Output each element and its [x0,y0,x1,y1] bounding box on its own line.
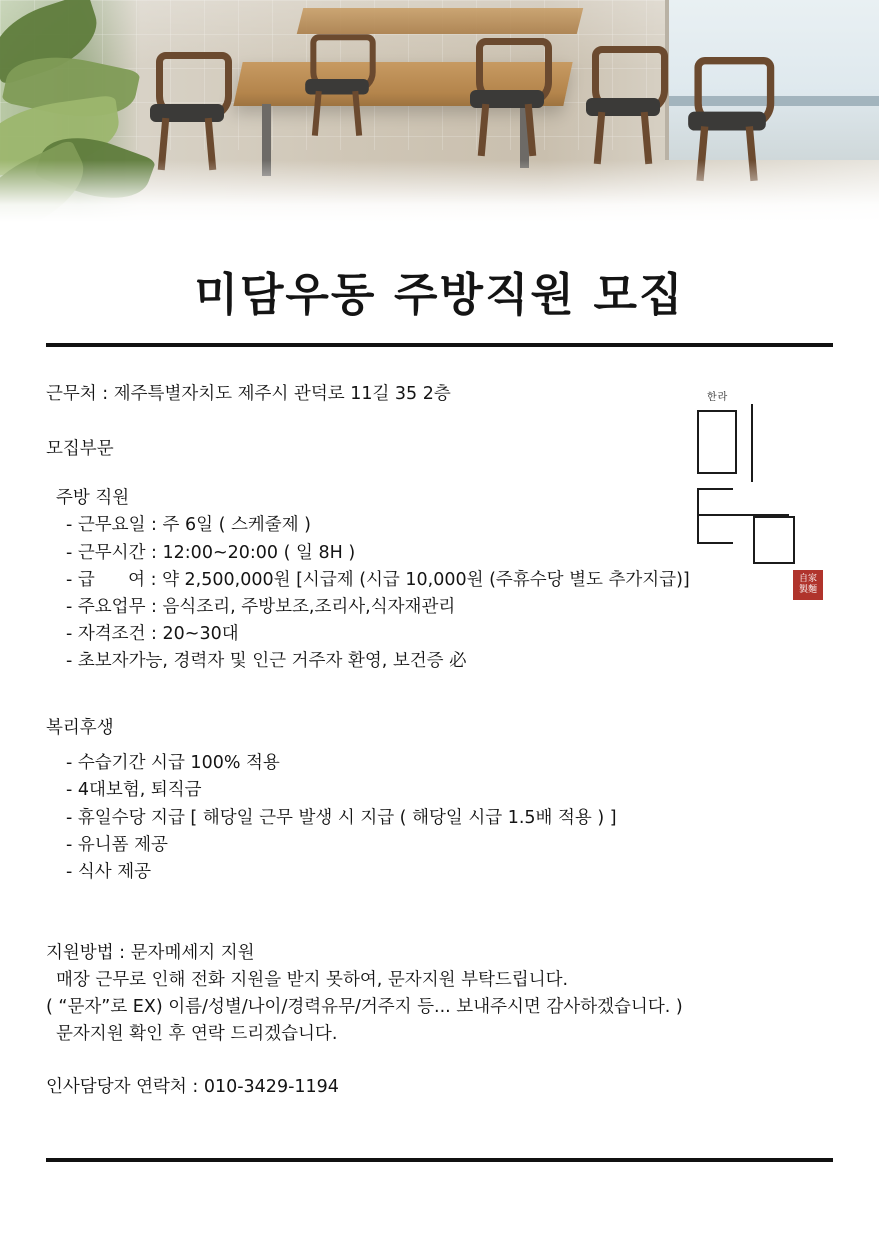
apply-line: 문자지원 확인 후 연락 드리겠습니다. [56,1024,338,1045]
divider-top [46,343,833,347]
apply-heading: 지원방법 : 문자메세지 지원 [46,942,255,963]
spacer [46,926,833,940]
logo-glyph-mi-stem [751,404,753,482]
spacer [46,675,833,715]
logo-glyph-mi-box [697,410,737,474]
page-title: 미담우동 주방직원 모집 [194,268,685,321]
benefits-item: - 4대보험, 퇴직금 [66,780,202,801]
chair [470,38,544,156]
benefits-heading: 복리후생 [46,718,114,739]
position-item: - 초보자가능, 경력자 및 인근 거주자 환영, 보건증 必 [66,651,467,671]
far-table [297,8,583,34]
logo-glyph-m-box [753,516,795,564]
benefits-item: - 휴일수당 지급 [ 해당일 근무 발생 시 지급 ( 해당일 시급 1.5배 적용 ) ] [66,807,617,828]
logo-glyph-da [697,488,733,544]
contact-line: 인사담당자 연락처 : 010-3429-1194 [46,1077,339,1098]
benefits-item: - 유니폼 제공 [66,834,168,855]
spacer [46,1048,833,1074]
divider-bottom [46,1158,833,1162]
position-item: - 주요업무 : 음식조리, 주방보조,조리사,식자재관리 [66,596,456,617]
chair [305,34,369,135]
stamp-line-2: 製麵 [798,585,817,595]
position-item: - 급 여 : 약 2,500,000원 [시급제 (시급 10,000원 (주휴수당 별도 추가지급)] [66,569,690,590]
hero-photo [0,0,879,222]
chair [586,46,660,164]
logo-stamp [793,570,823,600]
position-item: - 근무시간 : 12:00~20:00 ( 일 8H ) [66,542,356,563]
recruit-heading: 모집부문 [46,439,114,460]
logo-top-label: 한라 [707,392,729,403]
position-item: - 근무요일 : 주 6일 ( 스케줄제 ) [66,515,311,536]
chair [150,52,224,170]
benefits-item: - 수습기간 시급 100% 적용 [66,753,280,774]
spacer [46,886,833,926]
position-name: 주방 직원 [56,488,130,509]
photo-fade-overlay [0,160,879,222]
benefits-item: - 식사 제공 [66,861,152,882]
apply-line: ( “문자”로 EX) 이름/성별/나이/경력유무/거주지 등... 보내주시면 감사하겠습니다. ) [46,997,683,1018]
apply-line: 매장 근무로 인해 전화 지원을 받지 못하여, 문자지원 부탁드립니다. [56,970,569,990]
poster-body [0,258,879,1162]
workplace-line: 근무처 : 제주특별자치도 제주시 관덕로 11길 35 2층 [46,384,451,404]
position-item: - 자격조건 : 20~30대 [66,623,239,644]
brand-logo [697,392,827,604]
stamp-line-1: 自家 [798,574,817,584]
